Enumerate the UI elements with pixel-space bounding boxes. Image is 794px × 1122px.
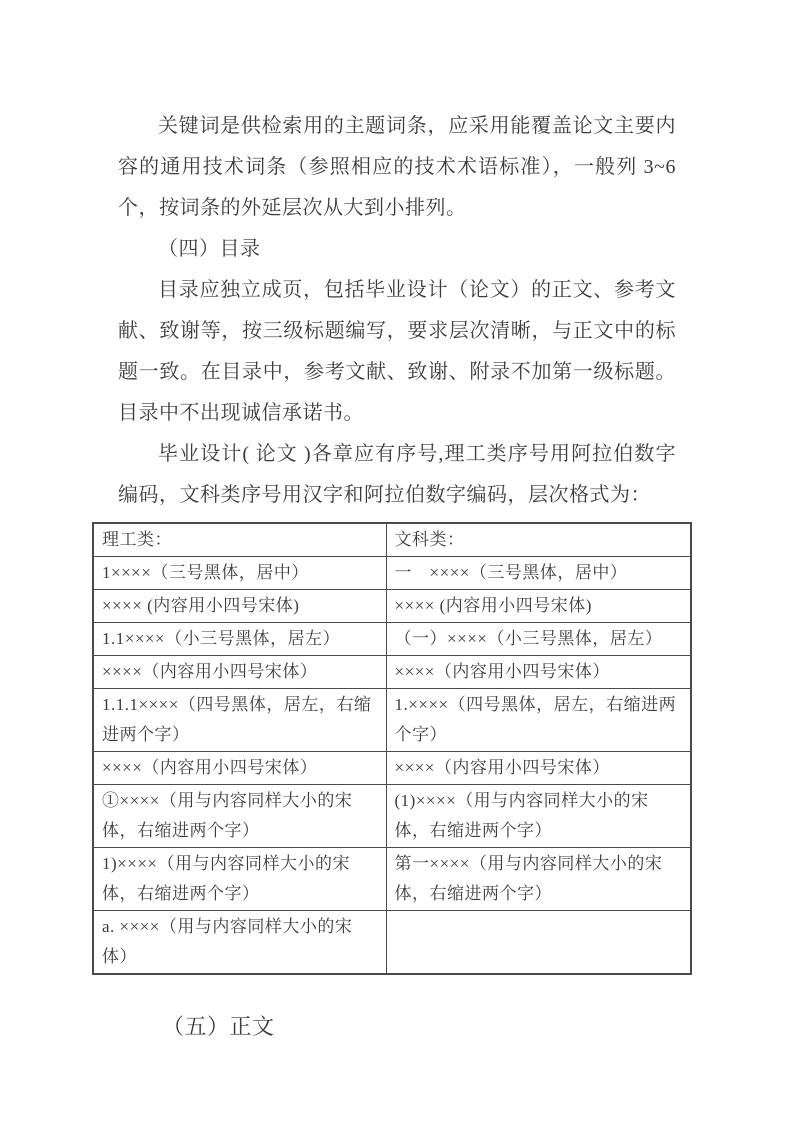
table-row [93,656,691,689]
format-table [92,522,692,975]
cell-science: 1.1.1××××（四号黑体，居左，右缩进两个字） [93,689,386,752]
paragraph-keywords: 关键词是供检索用的主题词条，应采用能覆盖论文主要内容的通用技术词条（参照相应的技术术语标准），一般列 3~6 个，按词条的外延层次从大到小排列。 [118,115,676,219]
cell-science: 1)××××（用与内容同样大小的宋体，右缩进两个字） [93,848,386,911]
cell-liberal-arts: 1.××××（四号黑体，居左，右缩进两个字） [386,689,691,752]
table-row [93,689,691,752]
paragraph-chapter-numbering: 毕业设计( 论文 )各章应有序号,理工类序号用阿拉伯数字编码，文科类序号用汉字和阿拉伯数字编码，层次格式为： [118,443,676,506]
table-row [93,785,691,848]
cell-liberal-arts: （一）××××（小三号黑体，居左） [386,623,691,656]
table-row [93,911,691,975]
cell-liberal-arts: (1)××××（用与内容同样大小的宋体，右缩进两个字） [386,785,691,848]
format-table-body [93,557,691,975]
table-row [93,752,691,785]
heading-section-four-toc: （四）目录 [158,238,261,260]
cell-science: a. ××××（用与内容同样大小的宋体） [93,911,386,975]
table-row [93,623,691,656]
cell-liberal-arts [386,911,691,975]
cell-liberal-arts: ×××× (内容用小四号宋体) [386,590,691,623]
cell-liberal-arts: 第一××××（用与内容同样大小的宋体，右缩进两个字） [386,848,691,911]
table-row [93,590,691,623]
cell-science: ××××（内容用小四号宋体） [93,656,386,689]
cell-science: 1××××（三号黑体，居中） [93,557,386,590]
cell-liberal-arts: 一 ××××（三号黑体，居中） [386,557,691,590]
cell-science: ×××× (内容用小四号宋体) [93,590,386,623]
cell-science: ①××××（用与内容同样大小的宋体，右缩进两个字） [93,785,386,848]
cell-liberal-arts: ××××（内容用小四号宋体） [386,656,691,689]
paragraph-toc-requirements: 目录应独立成页，包括毕业设计（论文）的正文、参考文献、致谢等，按三级标题编写，要求层次清晰，与正文中的标题一致。在目录中，参考文献、致谢、附录不加第一级标题。目录中不出现诚信承诺书。 [118,279,676,424]
format-table-header-row [93,523,691,557]
column-header-science: 理工类： [93,523,386,557]
heading-section-five-main-text: （五）正文 [162,1014,275,1039]
cell-science: ××××（内容用小四号宋体） [93,752,386,785]
column-header-liberal-arts: 文科类： [386,523,691,557]
table-row [93,557,691,590]
cell-liberal-arts: ××××（内容用小四号宋体） [386,752,691,785]
table-row [93,848,691,911]
cell-science: 1.1××××（小三号黑体，居左） [93,623,386,656]
